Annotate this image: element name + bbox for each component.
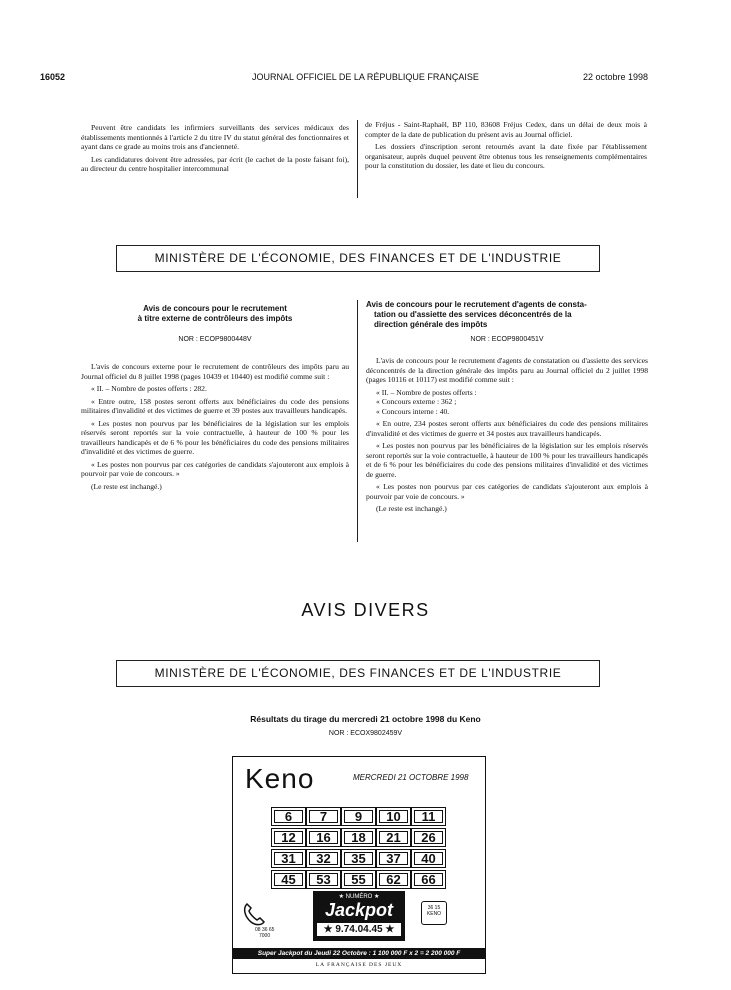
keno-number-cell: 11: [411, 807, 446, 826]
column-divider: [357, 120, 358, 198]
paragraph: L'avis de concours externe pour le recrutement de contrôleurs des impôts paru au Journal officiel du 8 juillet 1998 (pages 10439 et 10440) est modifié comme suit :: [81, 362, 349, 381]
ministry-heading: MINISTÈRE DE L'ÉCONOMIE, DES FINANCES ET DE L'INDUSTRIE: [116, 660, 600, 687]
page-number: 16052: [40, 72, 66, 82]
column-divider: [357, 300, 358, 542]
keno-number-cell: 12: [271, 828, 306, 847]
keno-number-cell: 32: [306, 849, 341, 868]
paragraph: Peuvent être candidats les infirmiers surveillants des services médicaux des établissements mentionnés à l'article 2 du titre IV du statut général des fonctionnaires et ayant dans ce grade au moins trois ans d'ancienneté.: [81, 123, 349, 151]
paragraph: « Les postes non pourvus par ces catégories de candidats s'ajouteront aux emplois à pourvoir par voie de concours. »: [366, 482, 648, 501]
phone-line: 08 36 65: [255, 927, 275, 933]
keno-number-cell: 10: [376, 807, 411, 826]
title-line: direction générale des impôts: [374, 320, 488, 329]
jackpot-box: [313, 891, 405, 941]
keno-number-cell: 53: [306, 870, 341, 889]
keno-number-cell: 6: [271, 807, 306, 826]
paragraph: L'avis de concours pour le recrutement d'agents de constatation ou d'assiette des services déconcentrés de la direction générale des impôts paru au Journal officiel du 2 juillet 1998 (pages 10116 et 10117) est modifié comme suit :: [366, 356, 648, 384]
keno-number-cell: 9: [341, 807, 376, 826]
keno-number-cell: 35: [341, 849, 376, 868]
keno-results-panel: [232, 756, 486, 974]
keno-number-cell: 40: [411, 849, 446, 868]
phone-line: 7000: [259, 933, 271, 939]
title-line: à titre externe de contrôleurs des impôts: [137, 314, 293, 323]
super-jackpot-banner: Super Jackpot du Jeudi 22 Octobre : 1 100 000 F x 2 = 2 200 000 F: [233, 948, 485, 959]
top-right-column: [365, 120, 647, 174]
keno-number-cell: 7: [306, 807, 341, 826]
paragraph: « Entre outre, 158 postes seront offerts aux bénéficiaires du code des pensions militaires d'invalidité et des victimes de guerre et 39 postes aux travailleurs handicapés.: [81, 396, 349, 415]
jackpot-number: ★ 9.74.04.45 ★: [317, 923, 401, 936]
journal-title: JOURNAL OFFICIEL DE LA RÉPUBLIQUE FRANÇAISE: [252, 72, 479, 82]
keno-number-cell: 37: [376, 849, 411, 868]
minitel-icon: [421, 901, 447, 925]
keno-number-cell: 16: [306, 828, 341, 847]
section-heading: AVIS DIVERS: [301, 600, 430, 620]
left-notice-title: [81, 304, 349, 324]
draw-date: MERCREDI 21 OCTOBRE 1998: [353, 773, 469, 782]
keno-number-cell: 62: [376, 870, 411, 889]
jackpot-word: Jackpot: [324, 900, 394, 920]
paragraph: « Les postes non pourvus par ces catégories de candidats s'ajouteront aux emplois à pourvoir par voie de concours. »: [81, 459, 349, 478]
top-left-column: [81, 123, 349, 177]
paragraph: « Les postes non pourvus par les bénéficiaires de la législation sur les emplois réservés seront reportés sur la voie contractuelle, à hauteur de 100 % pour les travailleurs handicapés et de 6 % pour les bénéficiaires du code des pensions militaires d'invalidité et des victimes de guerre.: [81, 418, 349, 456]
nor-reference: NOR : ECOP9800448V: [178, 336, 252, 343]
keno-logo: Keno: [245, 763, 315, 794]
paragraph: « En outre, 234 postes seront offerts aux bénéficiaires du code des pensions militaires d'invalidité et des victimes de guerre et 34 postes aux travailleurs handicapés.: [366, 419, 648, 438]
numero-label: ★ NUMÉRO ★: [338, 894, 380, 900]
minitel-line: KENO: [426, 911, 442, 917]
ministry-heading: MINISTÈRE DE L'ÉCONOMIE, DES FINANCES ET DE L'INDUSTRIE: [116, 245, 600, 272]
title-line: Avis de concours pour le recrutement: [143, 304, 287, 313]
paragraph: « II. – Nombre de postes offerts :: [376, 387, 477, 397]
keno-number-cell: 66: [411, 870, 446, 889]
minitel-info: [422, 905, 446, 917]
phone-icon: [241, 901, 267, 927]
keno-number-cell: 55: [341, 870, 376, 889]
paragraph: Les candidatures doivent être adressées, par écrit (le cachet de la poste faisant foi), au directeur du centre hospitalier intercommunal: [81, 154, 349, 173]
keno-footer: LA FRANÇAISE DES JEUX: [315, 962, 403, 968]
phone-info: [255, 927, 274, 939]
right-notice-body: [366, 356, 648, 517]
header-date: 22 octobre 1998: [583, 72, 649, 82]
keno-number-cell: 26: [411, 828, 446, 847]
title-line: Avis de concours pour le recrutement d'agents de consta-: [366, 300, 587, 309]
left-notice-body: [81, 362, 349, 494]
keno-number-cell: 21: [376, 828, 411, 847]
paragraph: (Le reste est inchangé.): [91, 481, 162, 491]
right-notice-title: [366, 300, 648, 330]
keno-notice-title: Résultats du tirage du mercredi 21 octobre 1998 du Keno: [250, 714, 481, 724]
paragraph: (Le reste est inchangé.): [376, 504, 447, 513]
title-line: tation ou d'assiette des services déconcentrés de la: [374, 310, 572, 319]
minitel-line: 36 15: [427, 905, 441, 911]
keno-number-cell: 31: [271, 849, 306, 868]
nor-reference: NOR : ECOP9800451V: [470, 336, 544, 343]
paragraph: « Concours externe : 362 ;: [376, 397, 457, 406]
keno-number-cell: 45: [271, 870, 306, 889]
paragraph: « Concours interne : 40.: [376, 406, 450, 416]
paragraph: « II. – Nombre de postes offerts : 282.: [91, 384, 207, 393]
keno-number-cell: 18: [341, 828, 376, 847]
paragraph: « Les postes non pourvus par les bénéficiaires de la législation sur les emplois réservés seront reportés sur la voie contractuelle, à hauteur de 100 % pour les travailleurs handicapés et de 6 % pour les bénéficiaires du code des pensions militaires d'invalidité et des victimes de guerre.: [366, 441, 648, 479]
paragraph: Les dossiers d'inscription seront retournés avant la date fixée par l'établissement organisateur, auprès duquel peuvent être obtenus tous les renseignements complémentaires pour la constitution du dossier, les date et lieu du concours.: [365, 142, 647, 170]
nor-reference: NOR : ECOX9802459V: [328, 730, 403, 737]
paragraph: de Fréjus - Saint-Raphaël, BP 110, 83608 Fréjus Cedex, dans un délai de deux mois à compter de la date de publication du présent avis au Journal officiel.: [365, 120, 647, 139]
